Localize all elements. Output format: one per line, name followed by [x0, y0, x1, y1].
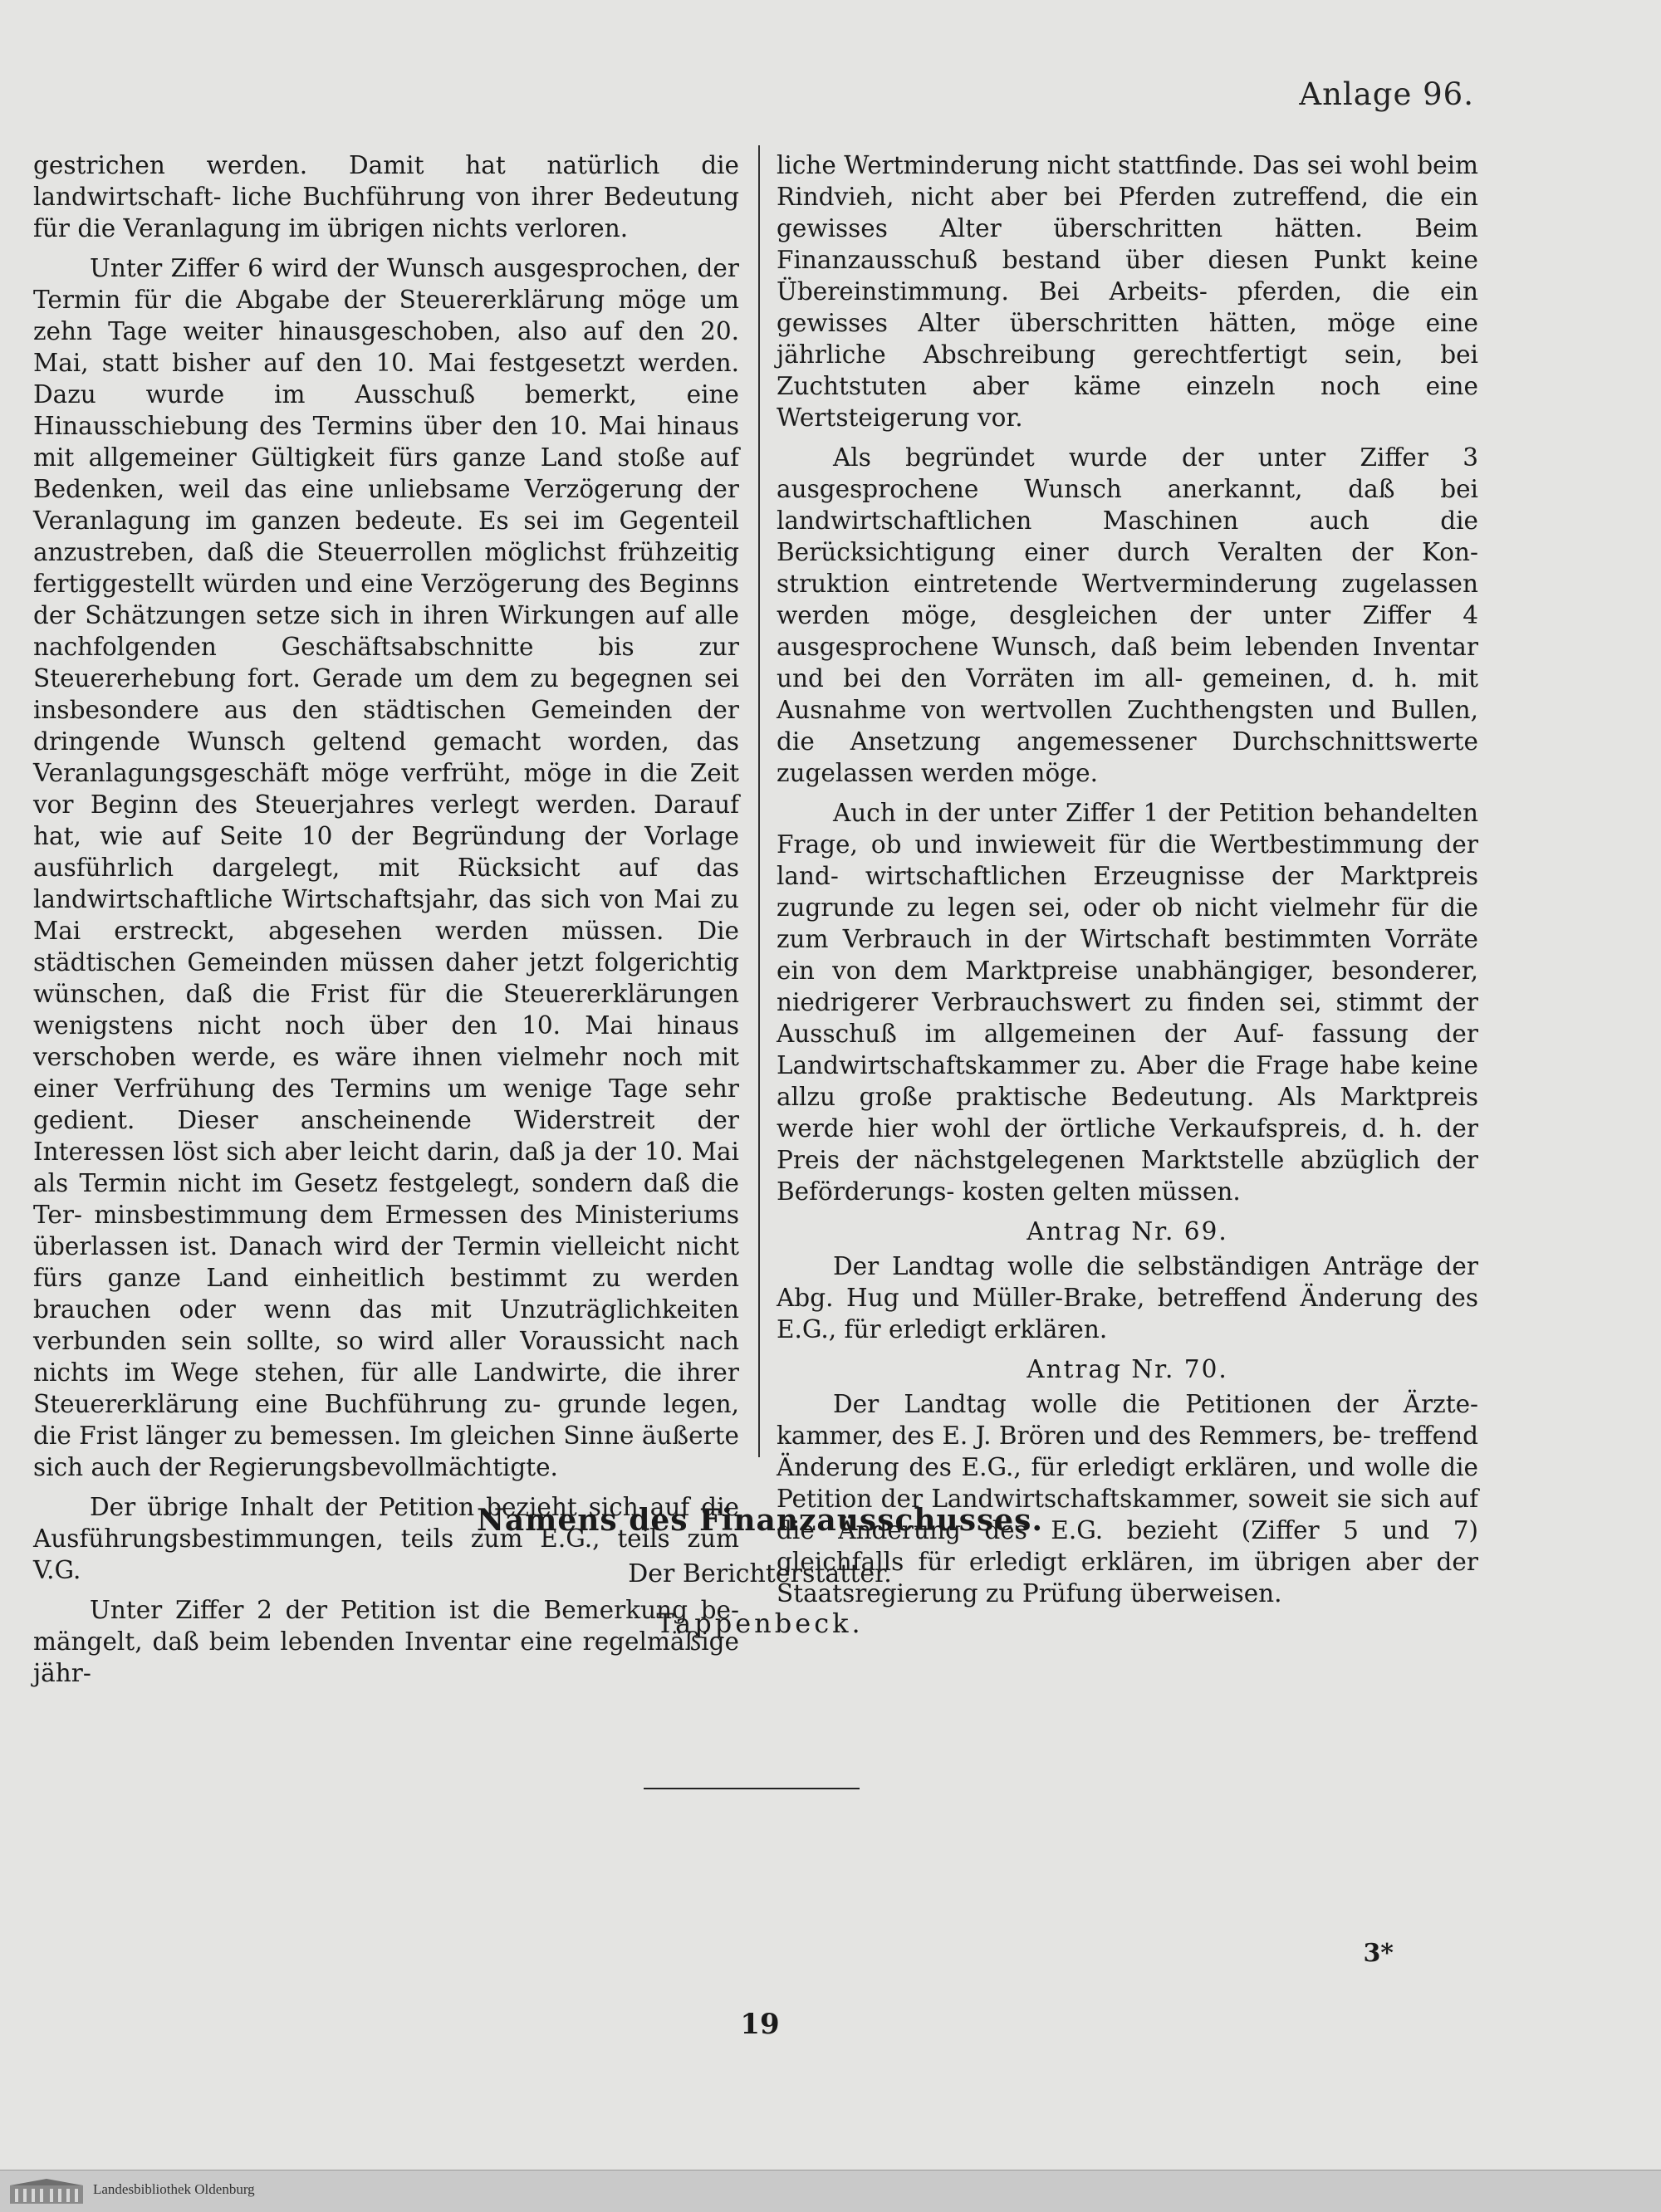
- motion-heading: Antrag Nr. 69.: [1026, 1217, 1228, 1245]
- left-column: [33, 149, 739, 1697]
- page-number: 19: [740, 2008, 780, 2041]
- signature-committee: Namens des Finanzausschusses.: [477, 1503, 1043, 1538]
- paragraph: Der übrige Inhalt der Petition bezieht sich auf die Ausführungsbestimmungen, teils zum E.G., teils zum V.G.: [33, 1493, 739, 1584]
- paragraph: Unter Ziffer 2 der Petition ist die Bemerkung be- mängelt, daß beim lebenden Inventar eine regelmäßige jähr-: [33, 1596, 739, 1687]
- motion-heading: Antrag Nr. 70.: [1026, 1355, 1228, 1383]
- signature-role: Der Berichterstatter.: [628, 1559, 892, 1588]
- paragraph: Unter Ziffer 6 wird der Wunsch ausgesprochen, der Termin für die Abgabe der Steuererklärung möge um zehn Tage weiter hinausgeschoben, also auf den 20. Mai, statt bisher auf den 10. Mai festgesetzt werden. Dazu wurde im Ausschuß bemerkt, eine Hinausschiebung des Termins über den 10. Mai hinaus mit allgemeiner Gültigkeit fürs ganze Land stoße auf Bedenken, weil das eine unliebsame Verzögerung der Veranlagung im ganzen bedeute. Es sei im Gegenteil anzustreben, daß die Steuerrollen möglichst frühzeitig fertiggestellt würden und eine Verzögerung des Beginns der Schätzungen setze sich in ihren Wirkungen auf alle nachfolgenden Geschäftsabschnitte bis zur Steuererhebung fort. Gerade um dem zu begegnen sei insbesondere aus den städtischen Gemeinden der dringende Wunsch geltend gemacht worden, das Veranlagungsgeschäft möge verfrüht, möge in die Zeit vor Beginn des Steuerjahres verlegt werden. Darauf hat, wie auf Seite 10 der Begründung der Vorlage ausführlich dargelegt, mit Rücksicht auf das landwirtschaftliche Wirtschaftsjahr, das sich von Mai zu Mai erstreckt, abgesehen werden müssen. Die städtischen Gemeinden müssen daher jetzt folgerichtig wünschen, daß die Frist für die Steuererklärungen wenigstens nicht noch über den 10. Mai hinaus verschoben werde, es wäre ihnen vielmehr noch mit einer Verfrühung des Termins um wenige Tage sehr gedient. Dieser anscheinende Widerstreit der Interessen löst sich aber leicht darin, daß ja der 10. Mai als Termin nicht im Gesetz festgelegt, sondern daß die Ter- minsbestimmung dem Ermessen des Ministeriums überlassen ist. Danach wird der Termin vielleicht nicht fürs ganze Land einheitlich bestimmt zu werden brauchen oder wenn das mit Unzuträglichkeiten verbunden sein sollte, so wird aller Voraussicht nach nichts im Wege stehen, für alle Landwirte, die ihrer Steuererklärung eine Buchführung zu- grunde legen, die Frist länger zu bemessen. Im gleichen Sinne äußerte sich auch der Regierungsbevollmächtigte.: [33, 254, 739, 1481]
- closing-rule: [644, 1788, 860, 1789]
- paragraph: Als begründet wurde der unter Ziffer 3 ausgesprochene Wunsch anerkannt, daß bei landwirtschaftlichen Maschinen auch die Berücksichtigung einer durch Veralten der Kon- struktion eintretende Wertverminderung zugelassen werden möge, desgleichen der unter Ziffer 4 ausgesprochene Wunsch, daß beim lebenden Inventar und bei den Vorräten im all- gemeinen, d. h. mit Ausnahme von wertvollen Zuchthengsten und Bullen, die Ansetzung angemessener Durchschnittswerte zugelassen werden möge.: [777, 443, 1478, 787]
- right-column: [777, 149, 1478, 1617]
- column-divider: [758, 145, 760, 1457]
- signature-name: Tappenbeck.: [656, 1608, 864, 1639]
- footer-bar: [0, 2170, 1661, 2212]
- library-name: Landesbibliothek Oldenburg: [93, 2181, 255, 2197]
- motion-text: Der Landtag wolle die Petitionen der Ärzte- kammer, des E. J. Brören und des Remmers, be- treffend Änderung des E.G., für erledigt erklären, und wolle die Petition der Landwirtschaftskammer, soweit sie sich auf die Änderung des E.G. bezieht (Ziffer 5 und 7) gleichfalls für erledigt erklären, im übrigen aber der Staatsregierung zu Prüfung überweisen.: [777, 1390, 1478, 1608]
- paragraph: liche Wertminderung nicht stattfinde. Das sei wohl beim Rindvieh, nicht aber bei Pferden zutreffend, die ein gewisses Alter überschritten hätten. Beim Finanzausschuß bestand über diesen Punkt keine Übereinstimmung. Bei Arbeits- pferden, die ein gewisses Alter überschritten hätten, möge eine jährliche Abschreibung gerechtfertigt sein, bei Zuchtstuten aber käme einzeln noch eine Wertsteigerung vor.: [777, 151, 1478, 432]
- sheet-mark: 3*: [1363, 1939, 1394, 1968]
- motion-text: Der Landtag wolle die selbständigen Anträge der Abg. Hug und Müller-Brake, betreffend Änderung des E.G., für erledigt erklären.: [777, 1252, 1478, 1343]
- paragraph: gestrichen werden. Damit hat natürlich die landwirtschaft- liche Buchführung von ihrer Bedeutung für die Veranlagung im übrigen nichts verloren.: [33, 151, 739, 242]
- paragraph: Auch in der unter Ziffer 1 der Petition behandelten Frage, ob und inwieweit für die Wertbestimmung der land- wirtschaftlichen Erzeugnisse der Marktpreis zugrunde zu legen sei, oder ob nicht vielmehr für die zum Verbrauch in der Wirtschaft bestimmten Vorräte ein von dem Marktpreise unabhängiger, besonderer, niedrigerer Verbrauchswert zu finden sei, stimmt der Ausschuß im allgemeinen der Auf- fassung der Landwirtschaftskammer zu. Aber die Frage habe keine allzu große praktische Bedeutung. Als Marktpreis werde hier wohl der örtliche Verkaufspreis, d. h. der Preis der nächstgelegenen Marktstelle abzüglich der Beförderungs- kosten gelten müssen.: [777, 799, 1478, 1206]
- library-building-icon: [8, 2177, 85, 2205]
- annex-label: Anlage 96.: [1299, 76, 1474, 112]
